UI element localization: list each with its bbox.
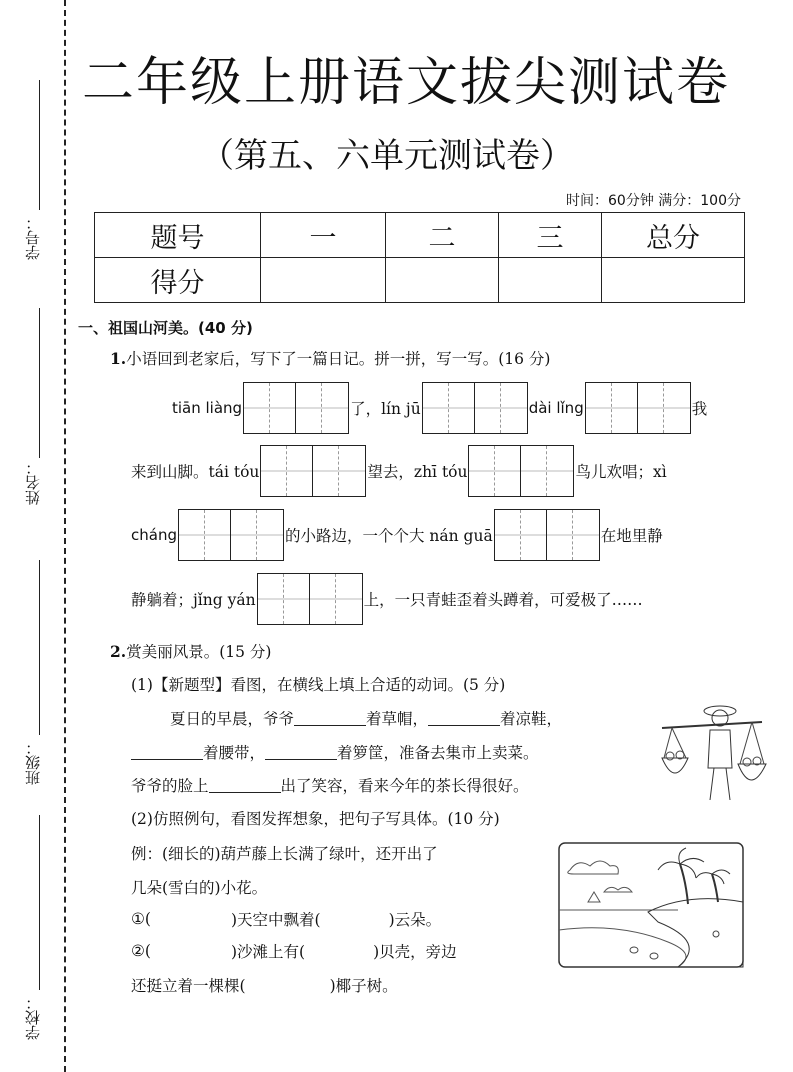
text-segment: 着草帽， <box>366 710 429 728</box>
writing-grid[interactable] <box>178 509 284 561</box>
text-segment: 上，一只青蛙歪着头蹲着，可爱极了…… <box>363 591 643 609</box>
text-segment: )天空中飘着( <box>230 911 321 929</box>
q1-line-2 <box>131 445 667 497</box>
student-id-rule <box>39 80 40 210</box>
writing-grid[interactable] <box>468 445 574 497</box>
answer-blank[interactable] <box>209 778 281 793</box>
score-table <box>94 212 745 303</box>
score-cell-3[interactable] <box>499 258 602 303</box>
school-label: 学校： <box>24 995 42 1040</box>
q2-answer-2 <box>131 940 457 962</box>
writing-grid[interactable] <box>260 445 366 497</box>
answer-blank[interactable] <box>428 711 500 726</box>
page-subtitle: （第五、六单元测试卷） <box>200 136 574 176</box>
text-segment: 静躺着；jǐng yán <box>131 591 256 609</box>
text-segment: 着凉鞋， <box>500 710 563 728</box>
writing-grid[interactable] <box>585 382 691 434</box>
text-segment: 的小路边，一个个大 nán guā <box>284 527 493 545</box>
score-header-label: 题号 <box>95 213 261 258</box>
q2-p2 <box>131 741 539 763</box>
text-segment: 爷爷的脸上 <box>131 777 209 795</box>
text-segment: 望去，zhī tóu <box>367 463 468 481</box>
name-rule <box>39 308 40 458</box>
text-segment: 在地里静 <box>600 527 663 545</box>
answer-blank[interactable] <box>131 745 203 760</box>
farmer-illustration <box>658 698 768 810</box>
class-label: 班级： <box>24 740 42 785</box>
text-segment: 鸟儿欢唱；xì <box>575 463 667 481</box>
score-col-1: 一 <box>261 213 386 258</box>
writing-grid[interactable] <box>257 573 363 625</box>
score-cell-total[interactable] <box>602 258 745 303</box>
student-id-label: 学号： <box>24 215 42 260</box>
beach-illustration <box>558 842 744 968</box>
text-segment: 来到山脚。tái tóu <box>131 463 260 481</box>
pinyin-chang: cháng <box>131 526 177 544</box>
text-segment: )云朵。 <box>388 911 442 929</box>
score-col-2: 二 <box>386 213 499 258</box>
q2-sub2: (2)仿照例句，看图发挥想象，把句子写具体。(10 分) <box>131 810 500 828</box>
q2-sub1: (1)【新题型】看图，在横线上填上合适的动词。(5 分) <box>131 676 506 694</box>
score-cell-1[interactable] <box>261 258 386 303</box>
binding-line <box>64 0 66 1072</box>
q1-prompt <box>110 347 550 369</box>
pinyin-tianliang: tiān liàng <box>172 399 243 417</box>
q2-p3 <box>131 774 529 796</box>
score-col-total: 总分 <box>602 213 745 258</box>
q2-p1 <box>170 707 562 729</box>
q1-line-3 <box>131 509 663 561</box>
page-title: 二年级上册语文拔尖测试卷 <box>82 53 731 113</box>
writing-grid[interactable] <box>494 509 600 561</box>
score-col-3: 三 <box>499 213 602 258</box>
text-segment: 出了笑容，看来今年的茶长得很好。 <box>280 777 529 795</box>
q2-text: 赏美丽风景。(15 分) <box>126 643 272 661</box>
class-rule <box>39 560 40 735</box>
q1-line-1 <box>172 382 707 434</box>
text-segment: 还挺立着一棵棵( <box>131 977 246 995</box>
exam-meta: 时间：60分钟 满分：100分 <box>566 193 741 209</box>
text-segment: ①( <box>131 910 151 928</box>
text-segment: 了，lín jū <box>350 400 421 418</box>
text-segment: 着腰带， <box>203 744 266 762</box>
q1-number: 1. <box>110 348 127 368</box>
q2-example-2: 几朵(雪白的)小花。 <box>131 879 268 897</box>
answer-blank[interactable] <box>294 711 366 726</box>
school-rule <box>39 815 40 990</box>
name-label: 姓名： <box>24 460 42 505</box>
q2-answer-3 <box>131 974 398 996</box>
section-title: 一、祖国山河美。(40 分) <box>78 319 253 337</box>
text-segment: )椰子树。 <box>329 977 398 995</box>
text-segment: 我 <box>691 400 708 418</box>
answer-blank[interactable] <box>265 745 337 760</box>
q2-answer-1 <box>131 908 441 930</box>
q2-number: 2. <box>110 641 127 661</box>
score-cell-2[interactable] <box>386 258 499 303</box>
q1-line-4 <box>131 573 643 625</box>
text-segment: )沙滩上有( <box>230 943 306 961</box>
q2-prompt <box>110 640 271 662</box>
text-segment: ②( <box>131 942 151 960</box>
q2-example-1: 例：(细长的)葫芦藤上长满了绿叶，还开出了 <box>131 845 438 863</box>
text-segment: 着箩筐，准备去集市上卖菜。 <box>337 744 539 762</box>
text-segment: )贝壳，旁边 <box>373 943 457 961</box>
writing-grid[interactable] <box>243 382 349 434</box>
q1-text: 小语回到老家后，写下了一篇日记。拼一拼，写一写。(16 分) <box>126 350 551 368</box>
score-row-label: 得分 <box>95 258 261 303</box>
writing-grid[interactable] <box>422 382 528 434</box>
pinyin-dailing: dài lǐng <box>528 399 584 417</box>
text-segment: 夏日的早晨，爷爷 <box>170 710 295 728</box>
